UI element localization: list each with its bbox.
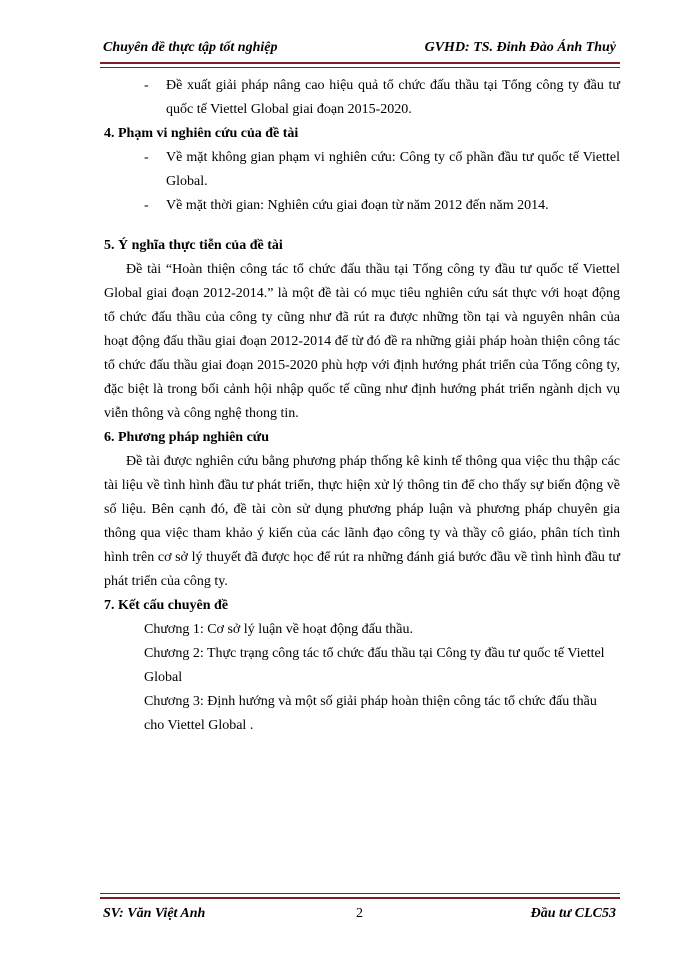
chapter-item: Chương 1: Cơ sở lý luận về hoạt động đấu thầu. — [144, 622, 413, 637]
footer-divider — [100, 893, 620, 899]
chapter-item: Chương 2: Thực trạng công tác tổ chức đấu thầu tại Công ty đầu tư quốc tế Viettel Global — [144, 646, 605, 685]
bullet-text: Đề xuất giải pháp nâng cao hiệu quả tổ chức đấu thầu tại Tổng công ty đầu tư quốc tế Viettel Global giai đoạn 2015-2020. — [166, 78, 620, 117]
section-heading: 7. Kết cấu chuyên đề — [104, 598, 229, 613]
list-item: - Về mặt thời gian: Nghiên cứu giai đoạn từ năm 2012 đến năm 2014. — [104, 194, 620, 218]
header-right: GVHD: TS. Đinh Đào Ánh Thuỷ — [424, 40, 616, 55]
header-left: Chuyên đề thực tập tốt nghiệp — [103, 40, 278, 55]
page-number: 2 — [356, 906, 363, 921]
section-heading: 6. Phương pháp nghiên cứu — [104, 430, 269, 445]
bullet-text: Về mặt không gian phạm vi nghiên cứu: Công ty cổ phần đầu tư quốc tế Viettel Global. — [166, 150, 620, 189]
footer-left: SV: Văn Việt Anh — [103, 906, 206, 921]
list-item: - Đề xuất giải pháp nâng cao hiệu quả tổ chức đấu thầu tại Tổng công ty đầu tư quốc tế Viettel Global giai đoạn 2015-2020. — [104, 74, 620, 122]
section-heading: 5. Ý nghĩa thực tiễn của đề tài — [104, 238, 283, 253]
page-content — [104, 74, 620, 738]
paragraph: Đề tài “Hoàn thiện công tác tổ chức đấu thầu tại Tổng công ty đầu tư quốc tế Viettel Global giai đoạn 2012-2014.” là một đề tài có mục tiêu nghiên cứu sát thực với hoạt động tổ chức đấu thầu của công ty cũng như đã rút ra được những tồn tại và nguyên nhân của hoạt động đấu thầu giai đoạn 2012-2014 để từ đó đề ra những giải pháp hoàn thiện công tác tổ chức đấu thầu giai đoạn 2015-2020 phù hợp với định hướng phát triển của Tổng công ty, đặc biệt là trong bối cảnh hội nhập quốc tế cũng như định hướng phát triển ngành dịch vụ viễn thông và công nghệ thong tin. — [104, 262, 620, 421]
section-heading: 4. Phạm vi nghiên cứu của đề tài — [104, 126, 299, 141]
paragraph: Đề tài được nghiên cứu bằng phương pháp thống kê kinh tế thông qua việc thu thập các tài liệu về tình hình đầu tư phát triển, thực hiện xử lý thông tin để cho thấy sự biến động về số liệu. Bên cạnh đó, đề tài còn sử dụng phương pháp luận và phương pháp chuyên gia thông qua việc tham khảo ý kiến của các lãnh đạo công ty và thầy cô giáo, phân tích tình hình trên cơ sở lý thuyết đã được học để rút ra những đánh giá bước đầu về tình hình đầu tư phát triển của công ty. — [104, 454, 620, 589]
bullet-text: Về mặt thời gian: Nghiên cứu giai đoạn từ năm 2012 đến năm 2014. — [166, 198, 549, 213]
chapter-item: Chương 3: Định hướng và một số giải pháp hoàn thiện công tác tổ chức đấu thầu cho Viettel Global . — [144, 694, 597, 733]
header-divider — [100, 62, 620, 68]
footer-right: Đầu tư CLC53 — [530, 906, 616, 921]
list-item: - Về mặt không gian phạm vi nghiên cứu: Công ty cổ phần đầu tư quốc tế Viettel Global. — [104, 146, 620, 194]
